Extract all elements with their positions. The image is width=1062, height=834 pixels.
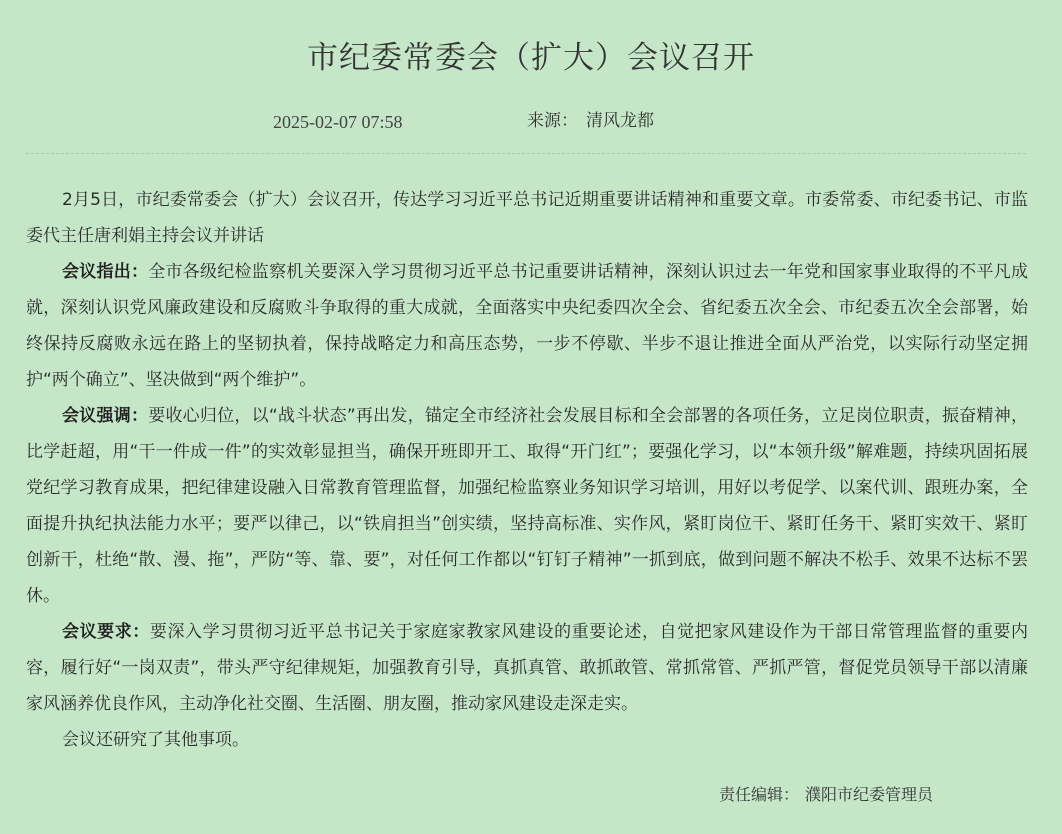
title-divider bbox=[26, 153, 1026, 154]
editor-label: 责任编辑： bbox=[719, 785, 800, 804]
paragraph-lead: 会议要求： bbox=[62, 622, 150, 642]
paragraph-text: 2月5日，市纪委常委会（扩大）会议召开，传达学习习近平总书记近期重要讲话精神和重要文章。市委常委、市纪委书记、市监委代主任唐利娟主持会议并讲话 bbox=[26, 190, 1028, 246]
paragraph-required bbox=[26, 614, 1028, 722]
paragraph-emphasized bbox=[26, 398, 1028, 614]
paragraph-lead: 会议强调： bbox=[62, 406, 149, 426]
paragraph-intro bbox=[26, 182, 1028, 254]
paragraph-text: 要收心归位，以“战斗状态”再出发，锚定全市经济社会发展目标和全会部署的各项任务，立足岗位职责，振奋精神，比学赶超，用“干一件成一件”的实效彰显担当，确保开班即开工、取得“开门红”；要强化学习，以“本领升级”解难题，持续巩固拓展党纪学习教育成果，把纪律建设融入日常教育管理监督，加强纪检监察业务知识学习培训，用好以考促学、以案代训、跟班办案，全面提升执纪执法能力水平；要严以律己，以“铁肩担当”创实绩，坚持高标准、实作风，紧盯岗位干、紧盯任务干、紧盯实效干、紧盯创新干，杜绝“散、漫、拖”，严防“等、靠、要”，对任何工作都以“钉钉子精神”一抓到底，做到问题不解决不松手、效果不达标不罢休。 bbox=[26, 406, 1028, 606]
paragraph-text: 会议还研究了其他事项。 bbox=[62, 730, 249, 750]
paragraph-lead: 会议指出： bbox=[62, 262, 149, 282]
responsible-editor bbox=[719, 782, 933, 808]
editor-name: 濮阳市纪委管理员 bbox=[805, 785, 934, 804]
publish-date: 2025-02-07 07:58 bbox=[273, 112, 403, 132]
source-info bbox=[527, 108, 654, 134]
paragraph-closing bbox=[26, 722, 1028, 758]
article-body bbox=[26, 182, 1028, 758]
paragraph-text: 全市各级纪检监察机关要深入学习贯彻习近平总书记重要讲话精神，深刻认识过去一年党和国家事业取得的不平凡成就，深刻认识党风廉政建设和反腐败斗争取得的重大成就，全面落实中央纪委四次全会、省纪委五次全会、市纪委五次全会部署，始终保持反腐败永远在路上的坚韧执着，保持战略定力和高压态势，一步不停歇、半步不退让推进全面从严治党，以实际行动坚定拥护“两个确立”、坚决做到“两个维护”。 bbox=[26, 262, 1029, 390]
paragraph-pointed-out bbox=[26, 254, 1028, 398]
paragraph-text: 要深入学习贯彻习近平总书记关于家庭家教家风建设的重要论述，自觉把家风建设作为干部日常管理监督的重要内容，履行好“一岗双责”，带头严守纪律规矩，加强教育引导，真抓真管、敢抓敢管、常抓常管、严抓严管，督促党员领导干部以清廉家风涵养优良作风，主动净化社交圈、生活圈、朋友圈，推动家风建设走深走实。 bbox=[26, 622, 1029, 714]
source-value: 清风龙都 bbox=[586, 111, 654, 131]
source-label: 来源： bbox=[527, 111, 578, 131]
article-title: 市纪委常委会（扩大）会议召开 bbox=[307, 40, 755, 76]
